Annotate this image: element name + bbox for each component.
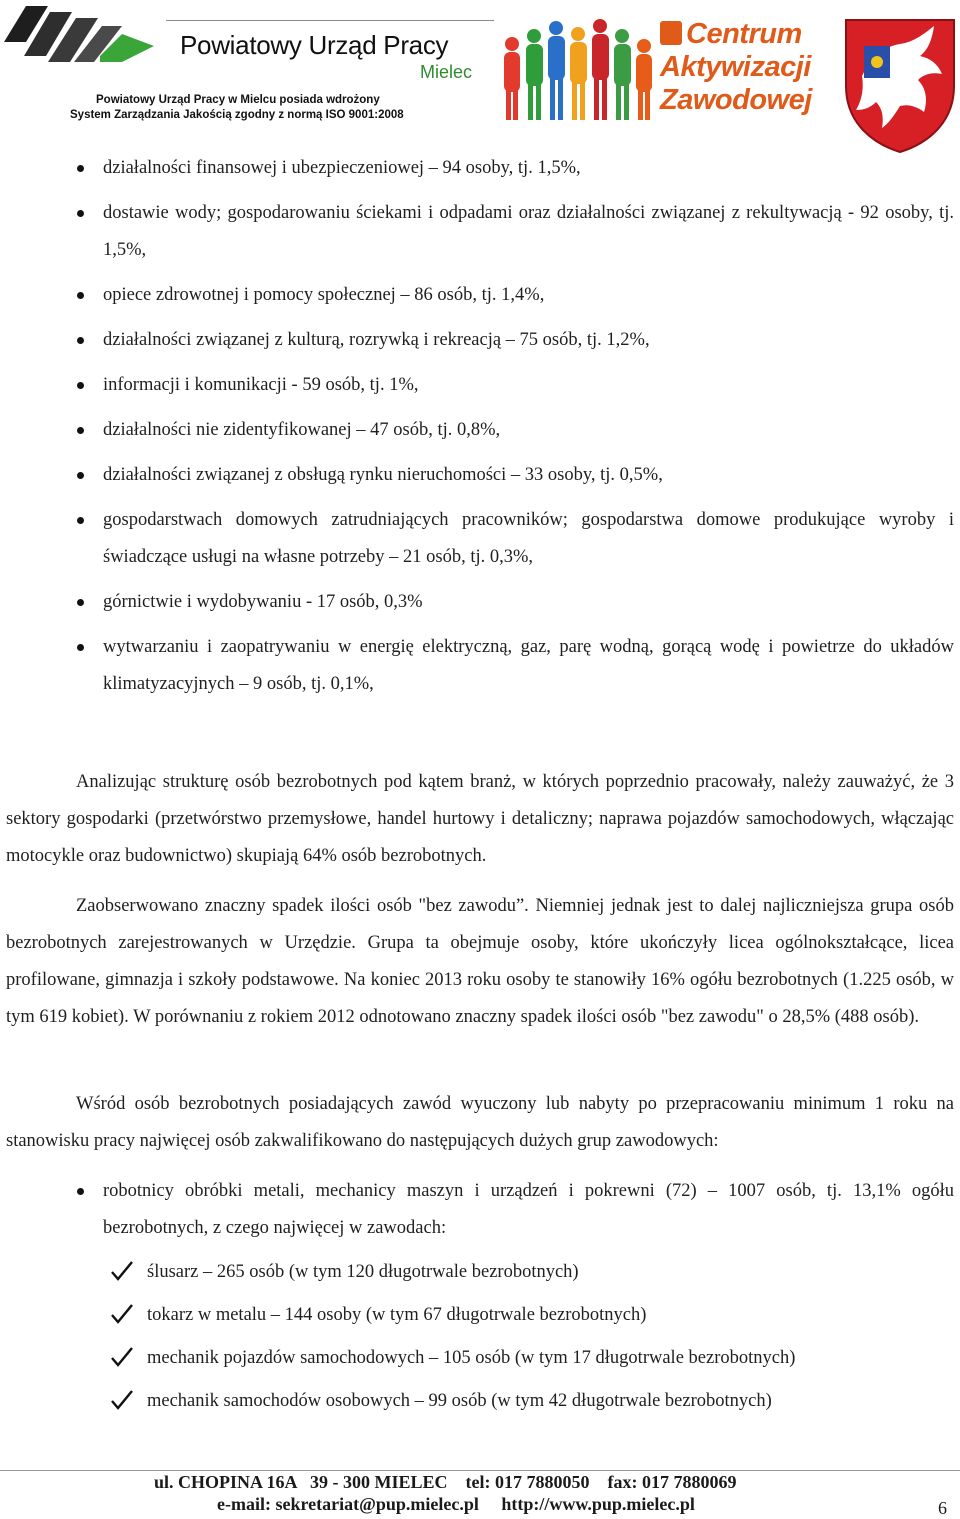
bullet-icon: [77, 472, 84, 479]
checkmark-icon: [110, 1388, 134, 1412]
list-item-text: górnictwie i wydobywaniu - 17 osób, 0,3%: [103, 592, 423, 612]
checkmark-icon: [110, 1345, 134, 1369]
bullet-icon: [77, 165, 84, 172]
checklist-item: [0, 1294, 960, 1337]
list-item: [0, 502, 960, 576]
checklist-item: [0, 1337, 960, 1380]
list-item: [0, 322, 960, 359]
paragraph-occupational-groups: Wśród osób bezrobotnych posiadających zawód wyuczony lub nabyty po przepracowaniu minimum 1 roku na stanowisku pracy najwięcej osób zakwalifikowano do następujących dużych grup zawodowych:: [6, 1094, 954, 1151]
list-item-text: dostawie wody; gospodarowaniu ściekami i odpadami oraz działalności związanej z rekultywacją - 92 osoby, tj. 1,5%,: [103, 203, 954, 260]
cap-text-1: Centrum: [686, 18, 802, 50]
bullet-icon: [77, 644, 84, 651]
occupation-group-list: [0, 1173, 960, 1247]
list-item-text: informacji i komunikacji - 59 osób, tj. 1%,: [103, 375, 419, 395]
iso-statement: [70, 93, 404, 123]
bullet-icon: [77, 292, 84, 299]
office-title: Powiatowy Urząd Pracy: [180, 30, 449, 60]
list-item-text: działalności związanej z obsługą rynku nieruchomości – 33 osoby, tj. 0,5%,: [103, 465, 663, 485]
bullet-icon: [77, 427, 84, 434]
brand-block: [180, 30, 448, 61]
list-item: [0, 412, 960, 449]
footer-contact: e-mail: sekretariat@pup.mielec.pl http://www.pup.mielec.pl: [217, 1494, 695, 1514]
bullet-icon: [77, 337, 84, 344]
list-item: [0, 1173, 960, 1247]
iso-line-1: Powiatowy Urząd Pracy w Mielcu posiada wdrożony: [96, 94, 380, 106]
cap-line-1: [660, 18, 840, 51]
paragraph-sector-analysis: Analizując strukturę osób bezrobotnych pod kątem branż, w których poprzednio pracowały, należy zauważyć, że 3 sektory gospodarki (przetwórstwo przemysłowe, handel hurtowy i detaliczny; naprawa pojazdów samochodowych, włączając motocykle oraz budownictwo) skupiają 64% osób bezrobotnych.: [6, 772, 954, 866]
list-item-text: działalności związanej z kulturą, rozrywką i rekreacją – 75 osób, tj. 1,2%,: [103, 330, 650, 350]
checkmark-icon: [110, 1302, 134, 1326]
list-item-text: wytwarzaniu i zaopatrywaniu w energię elektryczną, gaz, parę wodną, gorącą wodę i powietrze do układów klimatyzacyjnych – 9 osób, tj. 0,1%,: [103, 637, 954, 694]
page-number: 6: [938, 1498, 947, 1518]
office-city: Mielec: [420, 62, 473, 82]
checklist-item: [0, 1251, 960, 1294]
list-item: [0, 584, 960, 621]
checklist-item: [0, 1380, 960, 1423]
checklist-item-text: ślusarz – 265 osób (w tym 120 długotrwale bezrobotnych): [147, 1262, 579, 1282]
list-item-text: gospodarstwach domowych zatrudniających pracowników; gospodarstwa domowe produkujące wyroby i świadczące usługi na własne potrzeby – 21 osób, tj. 0,3%,: [103, 510, 954, 567]
iso-line-2: System Zarządzania Jakością zgodny z normą ISO 9001:2008: [70, 109, 404, 121]
list-item-text: działalności nie zidentyfikowanej – 47 osób, tj. 0,8%,: [103, 420, 501, 440]
list-item: [0, 195, 960, 269]
checkmark-icon: [110, 1259, 134, 1283]
list-item-text: robotnicy obróbki metali, mechanicy maszyn i urządzeń i pokrewni (72) – 1007 osób, tj. 13,1% ogółu bezrobotnych, z czego najwięcej w zawodach:: [103, 1181, 954, 1238]
bullet-icon: [77, 599, 84, 606]
profession-checklist: [0, 1251, 960, 1423]
list-item: [0, 457, 960, 494]
list-item: [0, 150, 960, 187]
pup-logo-icon: [4, 4, 154, 64]
list-item-text: opiece zdrowotnej i pomocy społecznej – 86 osób, tj. 1,4%,: [103, 285, 545, 305]
bullet-icon: [77, 382, 84, 389]
checklist-item-text: tokarz w metalu – 144 osoby (w tym 67 długotrwale bezrobotnych): [147, 1305, 647, 1325]
industry-list: [0, 150, 960, 703]
list-item-text: działalności finansowej i ubezpieczeniowej – 94 osoby, tj. 1,5%,: [103, 158, 581, 178]
checklist-item-text: mechanik samochodów osobowych – 99 osób (w tym 42 długotrwale bezrobotnych): [147, 1391, 772, 1411]
header-rule: [166, 20, 494, 21]
list-item: [0, 629, 960, 703]
cap-line-2: Aktywizacji: [660, 51, 811, 83]
list-item: [0, 367, 960, 404]
page-content: [0, 150, 960, 703]
cap-logo: [660, 18, 840, 122]
people-silhouettes-icon: [498, 14, 658, 122]
paragraph-no-profession: Zaobserwowano znaczny spadek ilości osób "bez zawodu”. Niemniej jednak jest to dalej najliczniejsza grupa osób bezrobotnych zarejestrowanych w Urzędzie. Grupa ta obejmuje osoby, które ukończyły licea ogólnokształcące, licea profilowane, gimnazja i szkoły podstawowe. Na koniec 2013 roku osoby te stanowiły 16% ogółu bezrobotnych (1.225 osób, w tym 619 kobiet). W porównaniu z rokiem 2012 odnotowano znaczny spadek ilości osób "bez zawodu" o 28,5% (488 osób).: [6, 896, 954, 1027]
footer-address: ul. CHOPINA 16A 39 - 300 MIELEC tel: 017 7880050 fax: 017 7880069: [154, 1472, 737, 1492]
cap-line-3: Zawodowej: [660, 84, 812, 116]
bullet-icon: [77, 210, 84, 217]
page-header: [0, 0, 960, 150]
list-item: [0, 277, 960, 314]
cap-icon: [660, 21, 682, 45]
coat-of-arms-icon: [842, 16, 958, 154]
checklist-item-text: mechanik pojazdów samochodowych – 105 osób (w tym 17 długotrwale bezrobotnych): [147, 1348, 796, 1368]
bullet-icon: [77, 517, 84, 524]
bullet-icon: [77, 1188, 84, 1195]
